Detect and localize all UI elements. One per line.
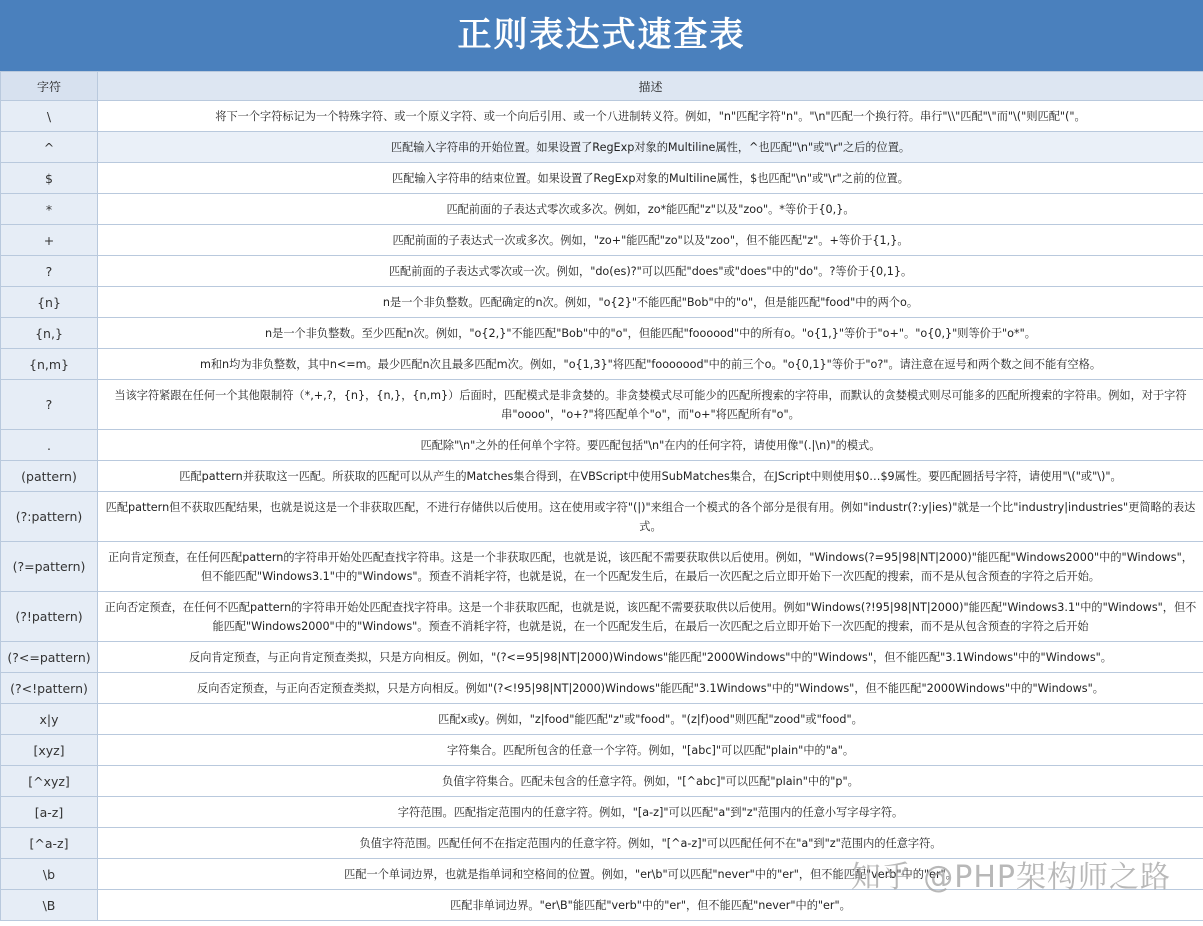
row-symbol: {n} bbox=[1, 287, 98, 318]
row-description: 匹配一个单词边界，也就是指单词和空格间的位置。例如，"er\b"可以匹配"never"中的"er"，但不能匹配"verb"中的"er"。 bbox=[98, 859, 1203, 890]
row-symbol: x|y bbox=[1, 704, 98, 735]
table-row bbox=[1, 735, 1203, 766]
row-symbol: \B bbox=[1, 890, 98, 921]
row-symbol: ? bbox=[1, 256, 98, 287]
row-description: n是一个非负整数。匹配确定的n次。例如，"o{2}"不能匹配"Bob"中的"o"，但是能匹配"food"中的两个o。 bbox=[98, 287, 1203, 318]
row-description: n是一个非负整数。至少匹配n次。例如，"o{2,}"不能匹配"Bob"中的"o"，但能匹配"foooood"中的所有o。"o{1,}"等价于"o+"。"o{0,}"则等价于"o*"。 bbox=[98, 318, 1203, 349]
row-description: 匹配x或y。例如，"z|food"能匹配"z"或"food"。"(z|f)ood"则匹配"zood"或"food"。 bbox=[98, 704, 1203, 735]
table-row bbox=[1, 163, 1203, 194]
header-char: 字符 bbox=[1, 72, 98, 101]
page-title: 正则表达式速查表 bbox=[0, 0, 1203, 71]
row-symbol: * bbox=[1, 194, 98, 225]
row-description: 正向否定预查，在任何不匹配pattern的字符串开始处匹配查找字符串。这是一个非获取匹配，也就是说，该匹配不需要获取供以后使用。例如"Windows(?!95|98|NT|2000)"能匹配"Windows3.1"中的"Windows"，但不能匹配"Windows2000"中的"Windows"。预查不消耗字符，也就是说，在一个匹配发生后，在最后一次匹配之后立即开始下一次匹配的搜索，而不是从包含预查的字符之后开始 bbox=[98, 592, 1203, 642]
table-row bbox=[1, 704, 1203, 735]
row-symbol: (pattern) bbox=[1, 461, 98, 492]
row-symbol: $ bbox=[1, 163, 98, 194]
row-symbol: ? bbox=[1, 380, 98, 430]
table-row bbox=[1, 318, 1203, 349]
row-description: 匹配pattern但不获取匹配结果，也就是说这是一个非获取匹配，不进行存储供以后使用。这在使用或字符"(|)"来组合一个模式的各个部分是很有用。例如"industr(?:y|ies)"就是一个比"industry|industries"更简略的表达式。 bbox=[98, 492, 1203, 542]
row-description: 字符范围。匹配指定范围内的任意字符。例如，"[a-z]"可以匹配"a"到"z"范围内的任意小写字母字符。 bbox=[98, 797, 1203, 828]
table-row bbox=[1, 673, 1203, 704]
table-row bbox=[1, 349, 1203, 380]
table-row bbox=[1, 766, 1203, 797]
row-symbol: [xyz] bbox=[1, 735, 98, 766]
row-description: 匹配输入字符串的结束位置。如果设置了RegExp对象的Multiline属性，$也匹配"\n"或"\r"之前的位置。 bbox=[98, 163, 1203, 194]
row-symbol: [^xyz] bbox=[1, 766, 98, 797]
table-row bbox=[1, 380, 1203, 430]
row-symbol: (?=pattern) bbox=[1, 542, 98, 592]
row-symbol: {n,} bbox=[1, 318, 98, 349]
row-symbol: . bbox=[1, 430, 98, 461]
row-description: 正向肯定预查，在任何匹配pattern的字符串开始处匹配查找字符串。这是一个非获取匹配，也就是说，该匹配不需要获取供以后使用。例如，"Windows(?=95|98|NT|2000)"能匹配"Windows2000"中的"Windows"，但不能匹配"Windows3.1"中的"Windows"。预查不消耗字符，也就是说，在一个匹配发生后，在最后一次匹配之后立即开始下一次匹配的搜索，而不是从包含预查的字符之后开始。 bbox=[98, 542, 1203, 592]
row-description: 反向肯定预查，与正向肯定预查类拟，只是方向相反。例如，"(?<=95|98|NT|2000)Windows"能匹配"2000Windows"中的"Windows"，但不能匹配"3.1Windows"中的"Windows"。 bbox=[98, 642, 1203, 673]
table-row bbox=[1, 642, 1203, 673]
row-description: 匹配除"\n"之外的任何单个字符。要匹配包括"\n"在内的任何字符，请使用像"(.|\n)"的模式。 bbox=[98, 430, 1203, 461]
regex-table bbox=[0, 71, 1203, 921]
table-row bbox=[1, 225, 1203, 256]
row-description: 匹配前面的子表达式一次或多次。例如，"zo+"能匹配"zo"以及"zoo"，但不能匹配"z"。+等价于{1,}。 bbox=[98, 225, 1203, 256]
table-row bbox=[1, 430, 1203, 461]
table-row bbox=[1, 592, 1203, 642]
row-symbol: [a-z] bbox=[1, 797, 98, 828]
row-symbol: (?<=pattern) bbox=[1, 642, 98, 673]
row-description: 负值字符范围。匹配任何不在指定范围内的任意字符。例如，"[^a-z]"可以匹配任何不在"a"到"z"范围内的任意字符。 bbox=[98, 828, 1203, 859]
row-symbol: \b bbox=[1, 859, 98, 890]
row-symbol: (?<!pattern) bbox=[1, 673, 98, 704]
row-description: 负值字符集合。匹配未包含的任意字符。例如，"[^abc]"可以匹配"plain"中的"p"。 bbox=[98, 766, 1203, 797]
row-description: 匹配非单词边界。"er\B"能匹配"verb"中的"er"，但不能匹配"never"中的"er"。 bbox=[98, 890, 1203, 921]
table-row bbox=[1, 256, 1203, 287]
row-description: 匹配前面的子表达式零次或多次。例如，zo*能匹配"z"以及"zoo"。*等价于{0,}。 bbox=[98, 194, 1203, 225]
row-description: m和n均为非负整数，其中n<=m。最少匹配n次且最多匹配m次。例如，"o{1,3}"将匹配"fooooood"中的前三个o。"o{0,1}"等价于"o?"。请注意在逗号和两个数之间不能有空格。 bbox=[98, 349, 1203, 380]
table-row bbox=[1, 492, 1203, 542]
row-description: 反向否定预查，与正向否定预查类拟，只是方向相反。例如"(?<!95|98|NT|2000)Windows"能匹配"3.1Windows"中的"Windows"，但不能匹配"2000Windows"中的"Windows"。 bbox=[98, 673, 1203, 704]
table-row bbox=[1, 542, 1203, 592]
row-symbol: + bbox=[1, 225, 98, 256]
table-row bbox=[1, 287, 1203, 318]
table-header bbox=[1, 72, 1203, 101]
row-description: 匹配输入字符串的开始位置。如果设置了RegExp对象的Multiline属性，^也匹配"\n"或"\r"之后的位置。 bbox=[98, 132, 1203, 163]
row-description: 字符集合。匹配所包含的任意一个字符。例如，"[abc]"可以匹配"plain"中的"a"。 bbox=[98, 735, 1203, 766]
header-desc: 描述 bbox=[98, 72, 1203, 101]
row-symbol: [^a-z] bbox=[1, 828, 98, 859]
table-row bbox=[1, 797, 1203, 828]
row-description: 当该字符紧跟在任何一个其他限制符（*,+,?，{n}，{n,}，{n,m}）后面时，匹配模式是非贪婪的。非贪婪模式尽可能少的匹配所搜索的字符串，而默认的贪婪模式则尽可能多的匹配所搜索的字符串。例如，对于字符串"oooo"，"o+?"将匹配单个"o"，而"o+"将匹配所有"o"。 bbox=[98, 380, 1203, 430]
row-description: 将下一个字符标记为一个特殊字符、或一个原义字符、或一个向后引用、或一个八进制转义符。例如，"n"匹配字符"n"。"\n"匹配一个换行符。串行"\\"匹配"\"而"\("则匹配"("。 bbox=[98, 101, 1203, 132]
row-symbol: ^ bbox=[1, 132, 98, 163]
table-row bbox=[1, 194, 1203, 225]
row-description: 匹配前面的子表达式零次或一次。例如，"do(es)?"可以匹配"does"或"does"中的"do"。?等价于{0,1}。 bbox=[98, 256, 1203, 287]
row-symbol: \ bbox=[1, 101, 98, 132]
row-symbol: (?:pattern) bbox=[1, 492, 98, 542]
table-row bbox=[1, 461, 1203, 492]
table-row bbox=[1, 101, 1203, 132]
row-symbol: (?!pattern) bbox=[1, 592, 98, 642]
table-row bbox=[1, 132, 1203, 163]
row-symbol: {n,m} bbox=[1, 349, 98, 380]
watermark: 知乎 @PHP架构师之路 bbox=[850, 860, 1171, 895]
row-description: 匹配pattern并获取这一匹配。所获取的匹配可以从产生的Matches集合得到，在VBScript中使用SubMatches集合，在JScript中则使用$0…$9属性。要匹配圆括号字符，请使用"\("或"\)"。 bbox=[98, 461, 1203, 492]
